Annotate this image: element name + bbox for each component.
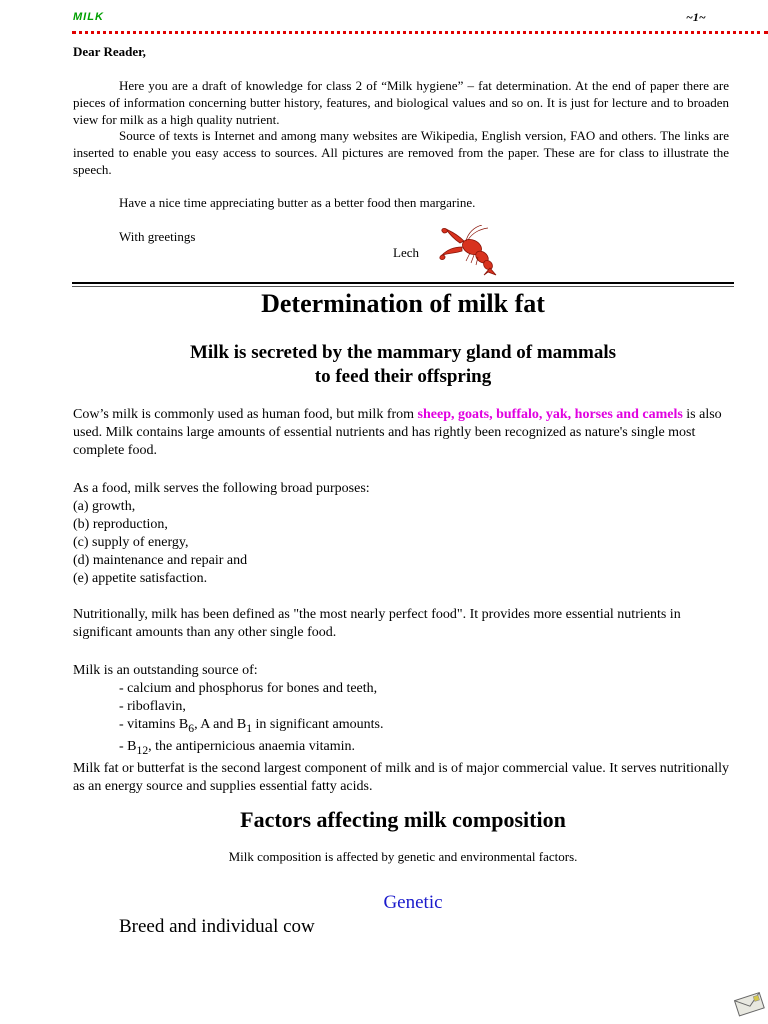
intro-text-pre: Cow’s milk is commonly used as human food, but milk from xyxy=(73,407,418,422)
envelope-icon[interactable] xyxy=(733,988,767,1018)
vitamin-subscript: 12 xyxy=(136,743,149,757)
letter-greeting: Dear Reader, xyxy=(73,44,146,59)
letter-paragraph-1: Here you are a draft of knowledge for class 2 of “Milk hygiene” – fat determination. At the end of paper there are pieces of information concerning butter history, features, and biological values and so on. It is just for lecture and to broaden view for milk as a high quality nutrient. xyxy=(73,78,729,127)
section-intro: Milk composition is affected by genetic and environmental factors. xyxy=(228,849,578,864)
list-item: - riboflavin, xyxy=(119,699,186,714)
section-heading: Factors affecting milk composition xyxy=(240,807,566,832)
list-item: - calcium and phosphorus for bones and teeth, xyxy=(119,681,378,696)
lobster-icon xyxy=(438,225,498,277)
header-divider xyxy=(72,31,768,34)
vitamins-pre: - vitamins B xyxy=(119,717,189,732)
b12-post: , the antipernicious anaemia vitamin. xyxy=(148,738,355,754)
purposes-intro: As a food, milk serves the following broad purposes: xyxy=(73,481,370,496)
list-item: (e) appetite satisfaction. xyxy=(73,571,208,586)
nutrition-paragraph: Nutritionally, milk has been defined as "the most nearly perfect food". It provides more essential nutrients in significant amounts than any other single food. xyxy=(73,607,681,640)
list-item: (d) maintenance and repair and xyxy=(73,553,248,568)
list-item: (c) supply of energy, xyxy=(73,535,189,550)
vitamin-subscript: 6 xyxy=(188,721,195,735)
genetic-heading: Genetic xyxy=(383,892,443,913)
section-divider xyxy=(72,282,734,284)
intro-paragraph xyxy=(73,406,729,460)
vitamin-subscript: 1 xyxy=(246,721,253,735)
vitamins-post: in significant amounts. xyxy=(252,717,384,732)
list-item xyxy=(73,716,729,738)
list-item: (b) reproduction, xyxy=(73,517,168,532)
subtitle-line-2: to feed their offspring xyxy=(314,366,492,387)
letter-paragraph-3: Have a nice time appreciating butter as a better food then margarine. xyxy=(119,195,476,210)
animal-highlight: sheep, goats, buffalo, yak, horses and camels xyxy=(417,407,683,422)
vitamins-mid: , A and B xyxy=(194,717,247,732)
breed-heading: Breed and individual cow xyxy=(119,916,315,937)
purposes-list xyxy=(73,480,729,588)
page-subtitle xyxy=(72,341,734,389)
letter-signature: Lech xyxy=(393,245,419,260)
b12-pre: - B xyxy=(119,738,137,754)
milk-fat-paragraph: Milk fat or butterfat is the second largest component of milk and is of major commercial value. It serves nutritionally as an energy source and supplies essential fatty acids. xyxy=(73,760,730,794)
page-number: ~1~ xyxy=(686,10,706,24)
letter-paragraph-2: Source of texts is Internet and among many websites are Wikipedia, English version, FAO and others. The links are inserted to enable you easy access to sources. All pictures are removed from the paper. These are for class to illustrate the speech. xyxy=(73,128,729,177)
intro-text-post: is also used. Milk contains large amounts of essential nutrients and has rightly been recognized as nature's single most complete food. xyxy=(73,407,722,458)
sources-intro: Milk is an outstanding source of: xyxy=(73,663,258,678)
nutrient-sources xyxy=(73,662,729,796)
page-title: Determination of milk fat xyxy=(261,289,545,318)
list-item: (a) growth, xyxy=(73,499,136,514)
header-label: MILK xyxy=(73,11,104,23)
subtitle-line-1: Milk is secreted by the mammary gland of mammals xyxy=(189,342,617,363)
list-item xyxy=(73,738,729,760)
letter-closing: With greetings xyxy=(119,229,196,244)
